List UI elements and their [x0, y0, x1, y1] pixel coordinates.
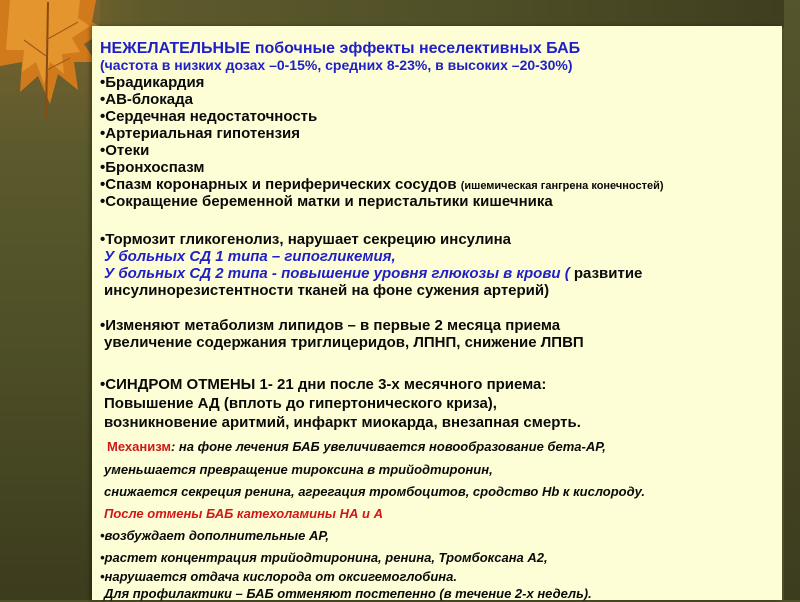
glyco-line: инсулинорезистентности тканей на фоне сужения артерий) — [104, 282, 550, 299]
slide-title: НЕЖЕЛАТЕЛЬНЫЕ побочные эффекты неселективных БАБ — [100, 40, 581, 57]
mechanism-line — [107, 438, 606, 455]
frame-top — [0, 0, 800, 28]
after-bullet: •нарушается отдача кислорода от оксигемоглобина. — [100, 569, 457, 584]
effect-item: •Сокращение беременной матки и перистальтики кишечника — [100, 193, 553, 210]
mechanism-label: Механизм — [107, 439, 171, 454]
prevention-line: Для профилактики – БАБ отменяют постепенно (в течение 2-х недель). — [104, 586, 592, 601]
withdrawal-line: возникновение аритмий, инфаркт миокарда, внезапная смерть. — [104, 414, 581, 431]
mechanism-line: снижается секреция ренина, агрегация тромбоцитов, сродство Hb к кислороду. — [104, 484, 645, 499]
withdrawal-line: Повышение АД (вплоть до гипертонического криза), — [104, 395, 497, 412]
spasm-text: •Спазм коронарных и периферических сосудов — [100, 176, 457, 193]
mechanism-line: уменьшается превращение тироксина в трийодтиронин, — [104, 462, 493, 477]
glyco-dm2-black: развитие — [569, 265, 643, 282]
lipids-line: •Изменяют метаболизм липидов – в первые 2 месяца приема — [100, 317, 561, 334]
effect-item: •Сердечная недостаточность — [100, 108, 318, 125]
effect-item: •Бронхоспазм — [100, 159, 205, 176]
lipids-line: увеличение содержания триглицеридов, ЛПНП, снижение ЛПВП — [104, 334, 584, 351]
effect-item: •Артериальная гипотензия — [100, 125, 301, 142]
glyco-line: •Тормозит гликогенолиз, нарушает секрецию инсулина — [100, 231, 511, 248]
glyco-dm2 — [104, 265, 642, 282]
effect-item: •Брадикардия — [100, 74, 205, 91]
after-withdrawal: После отмены БАБ катехоламины НА и А — [104, 506, 383, 521]
after-bullet: •растет концентрация трийодтиронина, ренина, Тромбоксана А2, — [100, 550, 548, 565]
effect-item: •АВ-блокада — [100, 91, 194, 108]
glyco-dm2-blue: У больных СД 2 типа - повышение уровня глюкозы в крови ( — [104, 265, 570, 282]
withdrawal-heading: •СИНДРОМ ОТМЕНЫ 1- 21 дни после 3-х месячного приема: — [100, 376, 547, 393]
glyco-dm1: У больных СД 1 типа – гипогликемия, — [104, 248, 396, 265]
mechanism-text: : на фоне лечения БАБ увеличивается новообразование бета-АР, — [170, 439, 606, 454]
effect-item: •Отеки — [100, 142, 150, 159]
slide-subtitle: (частота в низких дозах –0-15%, средних 8-23%, в высоких –20-30%) — [100, 57, 573, 73]
after-bullet: •возбуждает дополнительные АР, — [100, 528, 329, 543]
frame-right — [784, 0, 800, 600]
spasm-note: (ишемическая гангрена конечностей) — [460, 180, 664, 192]
